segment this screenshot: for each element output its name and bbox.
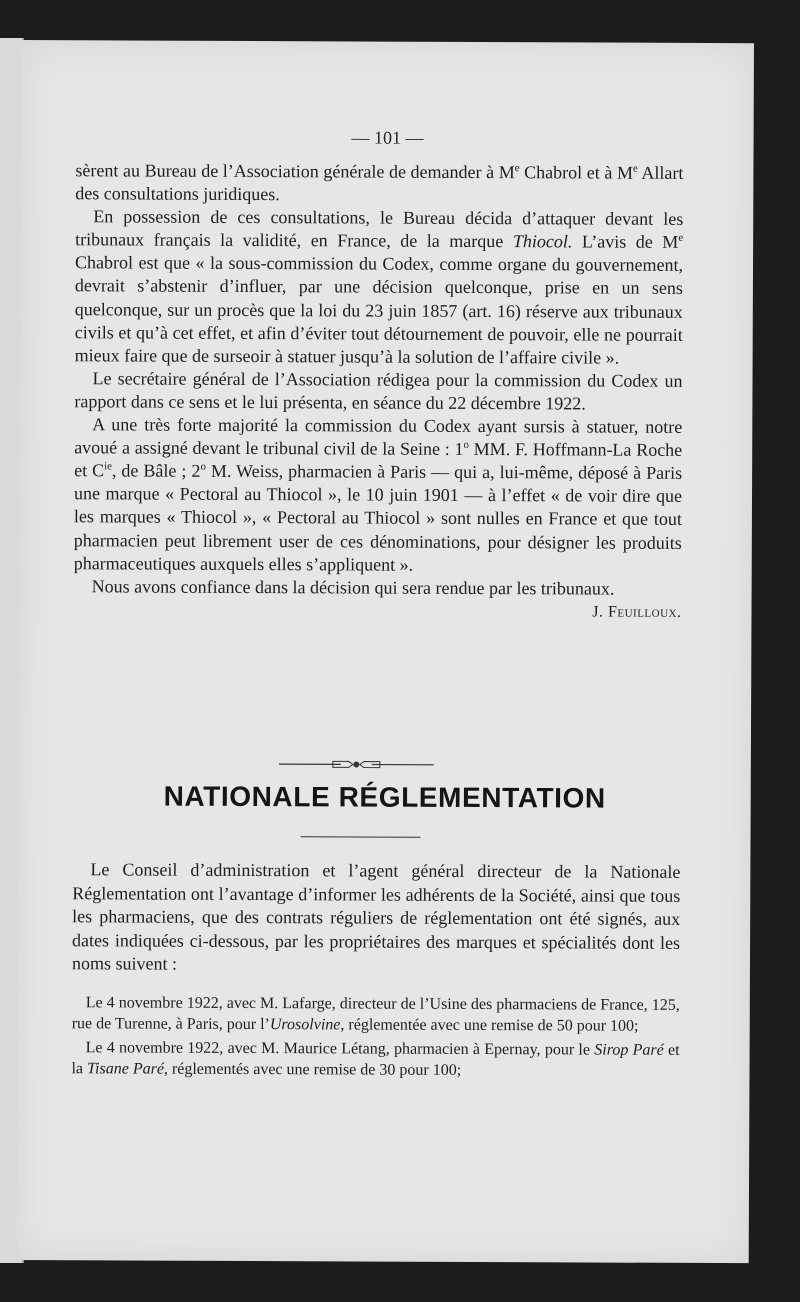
section-heading: NATIONALE RÉGLEMENTATION [163, 780, 606, 814]
heading-underline [301, 836, 421, 838]
paragraph-2: En possession de ces consultations, le Bureau décida d’attaquer devant les tribunaux français la validité, en France, de la marque Thiocol. L’avis de Me Chabrol est que « la sous-commission du Codex, comme organe du gouvernement, devrait s’abstenir d’influer, par une décision quelconque, prise en un sens quelconque, sur un procès que la loi du 23 juin 1857 (art. 16) réserve aux tribunaux civils et qu’à cet effet, et afin d’éviter tout détournement de pouvoir, elle ne pourrait mieux faire que de surseoir à statuer jusqu’à la solution de l’affaire civile ». [74, 206, 684, 368]
section-intro [72, 858, 681, 978]
intro-paragraph: Le Conseil d’administration et l’agent général directeur de la Nationale Réglementation ont l’avantage d’informer les adhérents de la Société, ainsi que tous les pharmaciens, que des contrats réguliers de réglementation ont été signés, aux dates indiquées ci-dessous, par les propriétaires des marques et spécialités dont les noms suivent : [71, 859, 681, 974]
list-item: Le 4 novembre 1922, avec M. Maurice Létang, pharmacien à Epernay, pour le Sirop Paré et la Tisane Paré, réglementés avec une remise de 30 pour 100; [71, 1039, 680, 1079]
paragraph-5: Nous avons confiance dans la décision qui sera rendue par les tribunaux. [91, 575, 615, 599]
ornament-divider-icon [279, 757, 434, 772]
paragraph-4: A une très forte majorité la commission du Codex ayant sursis à statuer, notre avoué a assigné devant le tribunal civil de la Seine : 1$^o$ MM. F. Hoffmann-La Roche et $C^{ie}$, de Bâle ; 2$^o$ M. Weiss, pharmacien à Paris — qui a, lui-même, déposé à Paris une marque « Pectoral au Thiocol », le 10 juin 1901 — à l’effet « de voir dire que les marques « Thiocol », « Pectoral au Thiocol » sont nulles en France et que tout pharmacien peut librement user de ces dénominations, pour désigner les produits pharmaceutiques auxquels elles s’appliquent ». [73, 414, 683, 575]
page-number: — 101 — [351, 127, 424, 148]
book-page [17, 40, 754, 1263]
contracts-list [71, 992, 679, 1085]
signature: J. Feuilloux. [592, 603, 682, 621]
paragraph-3: Le secrétaire général de l’Association rédigea pour la commission du Codex un rapport dans ce sens et le lui présenta, en séance du 22 décembre 1922. [74, 368, 683, 414]
article-body [73, 159, 683, 624]
paragraph-1: sèrent au Bureau de l’Association générale de demander à Me Chabrol et à Me Allart des consultations juridiques. [75, 160, 684, 205]
list-item: Le 4 novembre 1922, avec M. Lafarge, directeur de l’Usine des pharmaciens de France, 125, rue de Turenne, à Paris, pour l’Urosolvine, réglementée avec une remise de 50 pour 100; [71, 994, 680, 1035]
